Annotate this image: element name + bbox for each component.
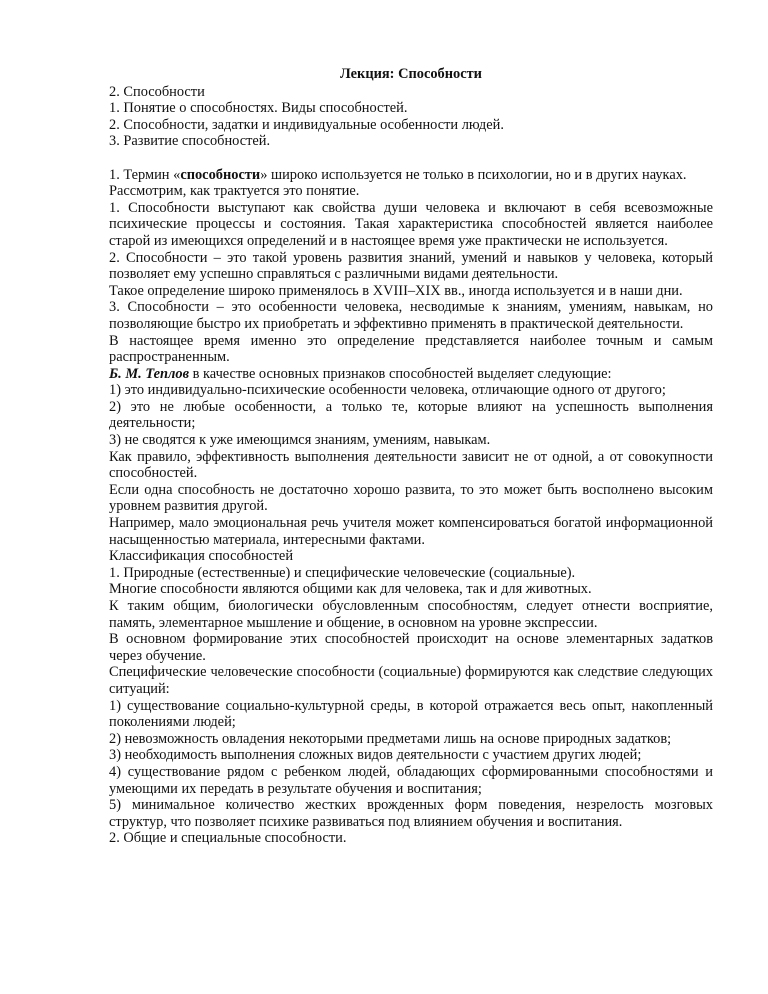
definitions-section <box>109 183 713 366</box>
paragraph: 1) это индивидуально-психические особенности человека, отличающие одного от другого; <box>109 382 666 399</box>
author-name: Б. М. Теплов <box>109 365 189 382</box>
section-heading: Классификация способностей <box>109 548 294 565</box>
paragraph: 2. Общие и специальные способности. <box>109 830 347 847</box>
paragraph: 1. Способности выступают как свойства души человека и включают в себя всевозможные психические процессы и состояния. Такая характеристика способностей является наиболее старой из имеющихся определений и в настоящее время уже практически не используется. <box>109 199 713 249</box>
paragraph: В основном формирование этих способностей происходит на основе элементарных задатков через обучение. <box>109 631 713 664</box>
teplov-paragraph <box>109 366 713 383</box>
paragraph: Рассмотрим, как трактуется это понятие. <box>109 183 360 200</box>
outline-item: 3. Развитие способностей. <box>109 133 271 150</box>
outline-item: 2. Способности, задатки и индивидуальные особенности людей. <box>109 116 504 133</box>
paragraph: Как правило, эффективность выполнения деятельности зависит не от одной, а от совокупности способностей. <box>109 448 713 482</box>
paragraph: В настоящее время именно это определение представляется наиболее точным и самым распространенным. <box>109 332 713 366</box>
page-title: Лекция: Способности <box>340 66 482 82</box>
body-section <box>109 382 713 847</box>
intro-before: 1. Термин « <box>109 166 181 183</box>
paragraph: Например, мало эмоциональная речь учителя может компенсироваться богатой информационной насыщенностью материала, интересными фактами. <box>109 515 713 548</box>
paragraph: 2) невозможность овладения некоторыми предметами лишь на основе природных задатков; <box>109 730 672 747</box>
paragraph: 5) минимальное количество жестких врожденных форм поведения, незрелость мозговых структур, что позволяет психике развиваться под влиянием обучения и воспитания. <box>109 797 713 830</box>
paragraph: Если одна способность не достаточно хорошо развита, то это может быть восполнено высоким уровнем развития другой. <box>109 481 713 515</box>
paragraph: 2) это не любые особенности, а только те, которые влияют на успешность выполнения деятельности; <box>109 398 713 432</box>
intro-after: » широко используется не только в психологии, но и в других науках. <box>260 166 687 183</box>
paragraph: Специфические человеческие способности (социальные) формируются как следствие следующих ситуаций: <box>109 664 713 697</box>
paragraph: 1. Природные (естественные) и специфические человеческие (социальные). <box>109 564 576 581</box>
paragraph: 4) существование рядом с ребенком людей, обладающих сформированными способностями и умеющими их передать в результате обучения и воспитания; <box>109 763 713 797</box>
paragraph: Такое определение широко применялось в XVIII–XIX вв., иногда используется и в наши дни. <box>109 282 683 299</box>
paragraph: 2. Способности – это такой уровень развития знаний, умений и навыков у человека, который позволяет ему успешно справляться с различными видами деятельности. <box>109 249 713 283</box>
outline-list <box>109 84 713 150</box>
paragraph: 3) не сводятся к уже имеющимся знаниям, умениям, навыкам. <box>109 432 491 449</box>
document-page <box>109 66 713 847</box>
paragraph: 1) существование социально-культурной среды, в которой отражается весь опыт, накопленный поколениями людей; <box>109 697 713 731</box>
outline-item: 1. Понятие о способностях. Виды способностей. <box>109 100 408 117</box>
teplov-text: в качестве основных признаков способностей выделяет следующие: <box>189 365 612 382</box>
intro-term: способности <box>180 166 261 183</box>
intro-paragraph <box>109 167 713 184</box>
paragraph: 3) необходимость выполнения сложных видов деятельности с участием других людей; <box>109 747 642 764</box>
spacer <box>109 150 713 167</box>
paragraph: К таким общим, биологически обусловленным способностям, следует отнести восприятие, память, элементарное мышление и общение, в основном на уровне экспрессии. <box>109 598 713 631</box>
outline-item: 2. Способности <box>109 83 205 100</box>
paragraph: 3. Способности – это особенности человека, несводимые к знаниям, умениям, навыкам, но позволяющие быстро их приобретать и эффективно применять в практической деятельности. <box>109 299 713 332</box>
paragraph: Многие способности являются общими как для человека, так и для животных. <box>109 581 592 598</box>
